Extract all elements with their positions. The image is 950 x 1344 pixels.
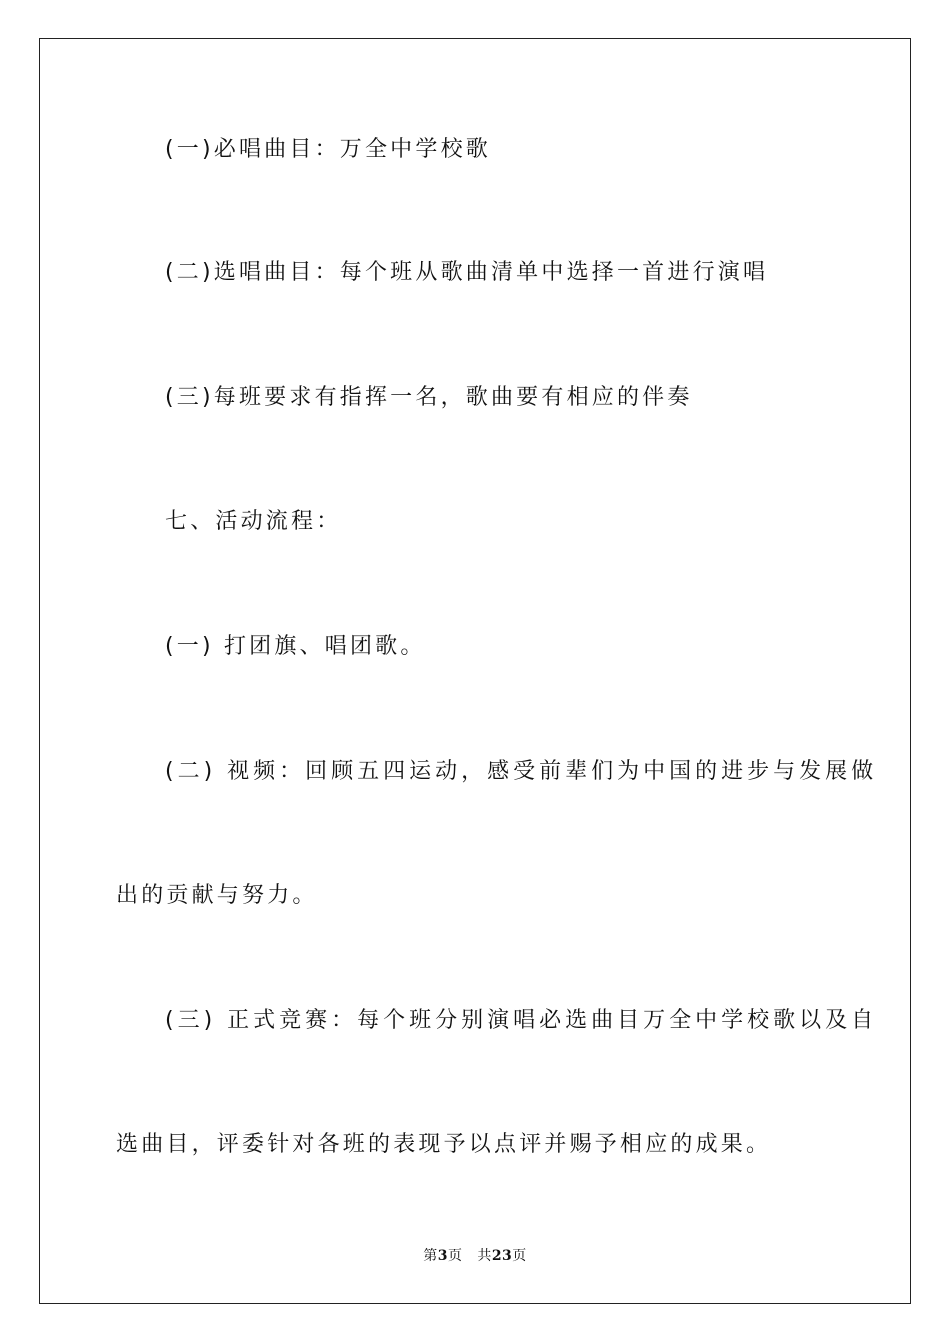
footer-total-prefix: 共 — [477, 1248, 492, 1264]
paragraph-required-song: (一)必唱曲目：万全中学校歌 — [165, 137, 491, 162]
paragraph-conductor-requirement: (三)每班要求有指挥一名，歌曲要有相应的伴奏 — [165, 385, 693, 410]
paragraph-flag-and-anthem: (一) 打团旗、唱团歌。 — [165, 634, 426, 659]
paragraph-competition-line-1: (三) 正式竞赛：每个班分别演唱必选曲目万全中学校歌以及自 — [165, 1008, 878, 1033]
paragraph-video-line-2: 出的贡献与努力。 — [116, 883, 318, 908]
footer-total-pages: 23 — [491, 1248, 513, 1264]
paragraph-optional-song: (二)选唱曲目：每个班从歌曲清单中选择一首进行演唱 — [165, 260, 769, 285]
section-heading-activity-process: 七、活动流程： — [165, 509, 342, 534]
footer-page-prefix: 第 — [423, 1248, 438, 1264]
page-border — [39, 38, 911, 1304]
footer-page-suffix: 页 — [447, 1248, 463, 1264]
footer-total-suffix: 页 — [512, 1248, 527, 1264]
paragraph-video-line-1: (二) 视频：回顾五四运动，感受前辈们为中国的进步与发展做 — [165, 759, 878, 784]
page-footer — [0, 1246, 950, 1266]
paragraph-competition-line-2: 选曲目，评委针对各班的表现予以点评并赐予相应的成果。 — [116, 1132, 772, 1157]
footer-page-number: 3 — [437, 1248, 448, 1264]
